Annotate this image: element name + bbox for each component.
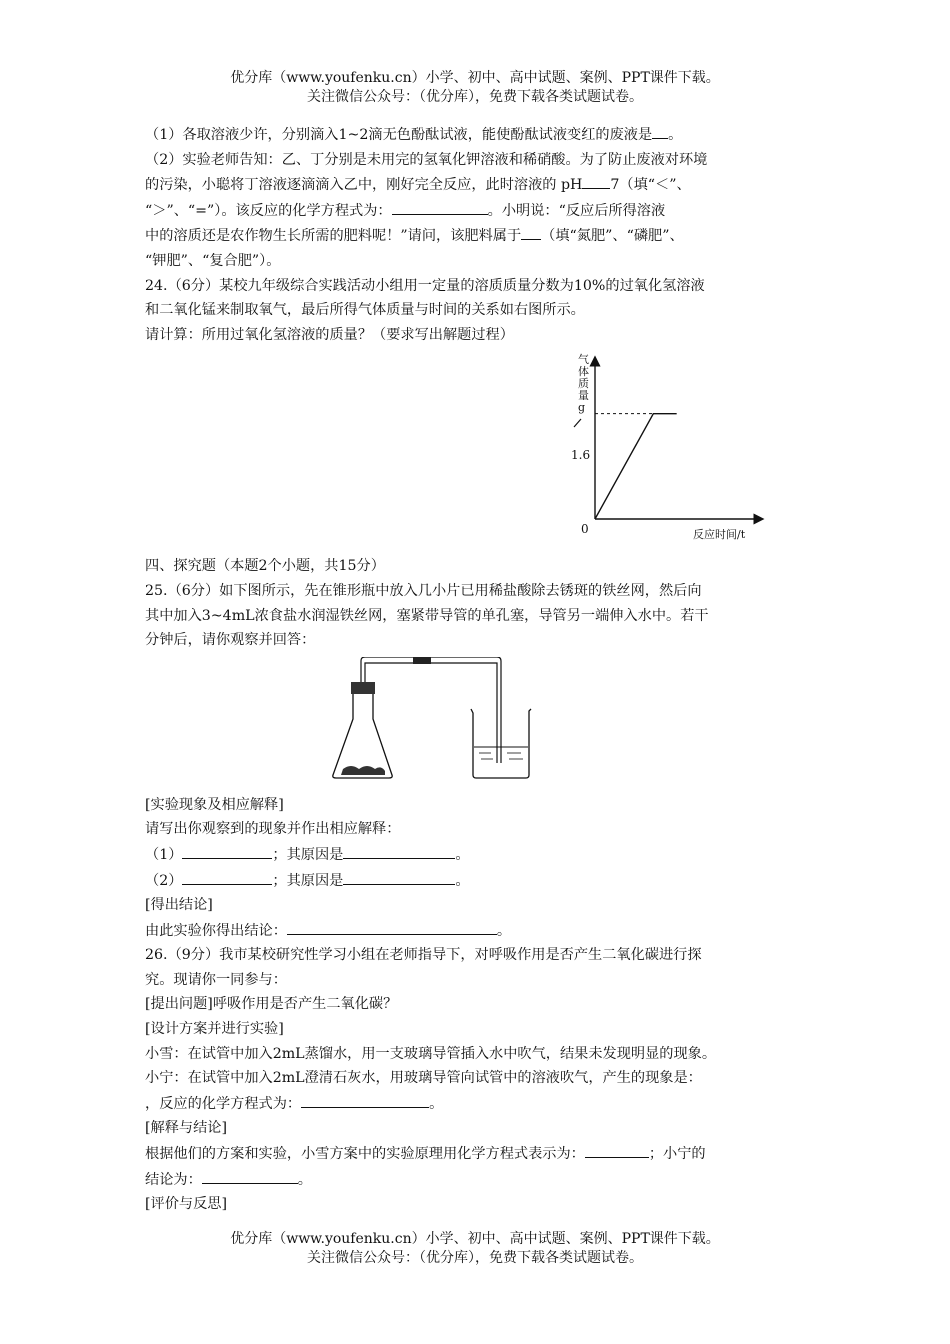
delivery-tube-inner [365,663,497,763]
q26-explain-line1: 根据他们的方案和实验，小雪方案中的实验原理用化学方程式表示为： ；小宁的 [145,1141,815,1167]
q26-equation-line: ，反应的化学方程式为： 。 [145,1091,815,1117]
q23-part2-line4: 中的溶质还是农作物生长所需的肥料呢！”请问，该肥料属于 （填“氮肥”、“磷肥”、 [145,223,815,249]
y-axis-label: 气体质量 g [578,353,589,415]
phenomenon-blank-1[interactable] [182,842,272,859]
q24-figure-area [145,347,815,554]
answer-blank[interactable] [652,122,668,139]
ph-blank[interactable] [582,172,610,189]
page-footer [0,1230,950,1268]
q23-part2-line2: 的污染，小聪将丁溶液逐滴滴入乙中，刚好完全反应，此时溶液的 pH 7（填“＜”、 [145,172,815,198]
reason-blank-2[interactable] [343,868,455,885]
q23-part1: （1）各取溶液少许，分别滴入1~2滴无色酚酞试液，能使酚酞试液变红的废液是 。 [145,122,815,148]
gas-mass-chart [563,351,803,551]
q23-part2-line1: （2）实验老师告知：乙、丁分别是未用完的氢氧化钾溶液和稀硝酸。为了防止废液对环境 [145,151,708,168]
q25-item-2: （2） ；其原因是 。 [145,868,815,894]
q26-line1: 26.（9分）我市某校研究性学习小组在老师指导下，对呼吸作用是否产生二氧化碳进行探 [145,947,702,964]
stopper [351,682,375,694]
page-header [0,69,950,107]
equation-blank[interactable] [392,198,488,215]
reason-blank-1[interactable] [343,842,455,859]
q26-xiaoning: 小宁：在试管中加入2mL澄清石灰水，用玻璃导管向试管中的溶液吹气，产生的现象是： [145,1070,702,1087]
q25-heading-conclusion: [得出结论] [145,897,213,914]
conical-flask [333,694,392,778]
footer-line-2: 关注微信公众号：（优分库），免费下载各类试题试卷。 [307,1250,643,1266]
q25-heading-phenomena: [实验现象及相应解释] [145,796,284,813]
principle-blank[interactable] [585,1141,649,1158]
q24-line3: 请计算：所用过氧化氢溶液的质量？（要求写出解题过程） [145,326,514,343]
question-content [145,122,815,1217]
q25-item-1: （1） ；其原因是 。 [145,842,815,868]
y-tick-label: 1.6 [571,448,591,463]
header-line-2: 关注微信公众号：（优分库），免费下载各类试题试卷。 [307,89,643,105]
q26-explain-line2: 结论为： 。 [145,1167,815,1193]
q25-ask: 请写出你观察到的现象并作出相应解释： [145,821,401,838]
apparatus-diagram [331,657,551,787]
q23-part2-line3: “＞”、“=”）。该反应的化学方程式为： 。小明说：“反应后所得溶液 [145,198,815,224]
ning-conclusion-blank[interactable] [202,1167,298,1184]
x-axis-label: 反应时间/t [693,528,746,542]
q26-heading-question: [提出问题]呼吸作用是否产生二氧化碳？ [145,996,398,1013]
rubber-connector [413,657,431,664]
q25-line3: 分钟后，请你观察并回答： [145,632,316,649]
iron-wire-mesh [341,766,385,775]
origin-label: 0 [581,522,589,537]
q25-conclusion: 由此实验你得出结论： 。 [145,918,815,944]
q26-xiaoxue: 小雪：在试管中加入2mL蒸馏水，用一支玻璃导管插入水中吹气，结果未发现明显的现象。 [145,1045,717,1062]
equation-blank-2[interactable] [301,1091,429,1108]
conclusion-blank[interactable] [287,918,497,935]
q24-line1: 24.（6分）某校九年级综合实践活动小组用一定量的溶质质量分数为10%的过氧化氢溶液 [145,277,705,294]
apparatus-figure-area [145,653,815,793]
footer-line-1: 优分库（www.youfenku.cn）小学、初中、高中试题、案例、PPT课件下载。 [230,1231,720,1247]
fertilizer-blank[interactable] [521,223,541,240]
q26-line2: 究。现请你一同参与： [145,971,287,988]
header-line-1: 优分库（www.youfenku.cn）小学、初中、高中试题、案例、PPT课件下载。 [230,70,720,86]
section-4-title: 四、探究题（本题2个小题，共15分） [145,558,385,575]
q26-heading-explain: [解释与结论] [145,1120,228,1137]
q23-part2-line5: “钾肥”、“复合肥”）。 [145,252,281,269]
q25-line2: 其中加入3~4mL浓食盐水润湿铁丝网，塞紧带导管的单孔塞，导管另一端伸入水中。若干 [145,607,709,624]
series-line-gas-mass [595,414,677,519]
q25-line1: 25.（6分）如下图所示，先在锥形瓶中放入几小片已用稀盐酸除去锈斑的铁丝网，然后向 [145,582,702,599]
q24-line2: 和二氧化锰来制取氧气，最后所得气体质量与时间的关系如右图所示。 [145,302,585,319]
q26-heading-reflect: [评价与反思] [145,1196,228,1213]
q26-heading-design: [设计方案并进行实验] [145,1021,284,1038]
ylabel-slash [574,419,581,427]
phenomenon-blank-2[interactable] [182,868,272,885]
